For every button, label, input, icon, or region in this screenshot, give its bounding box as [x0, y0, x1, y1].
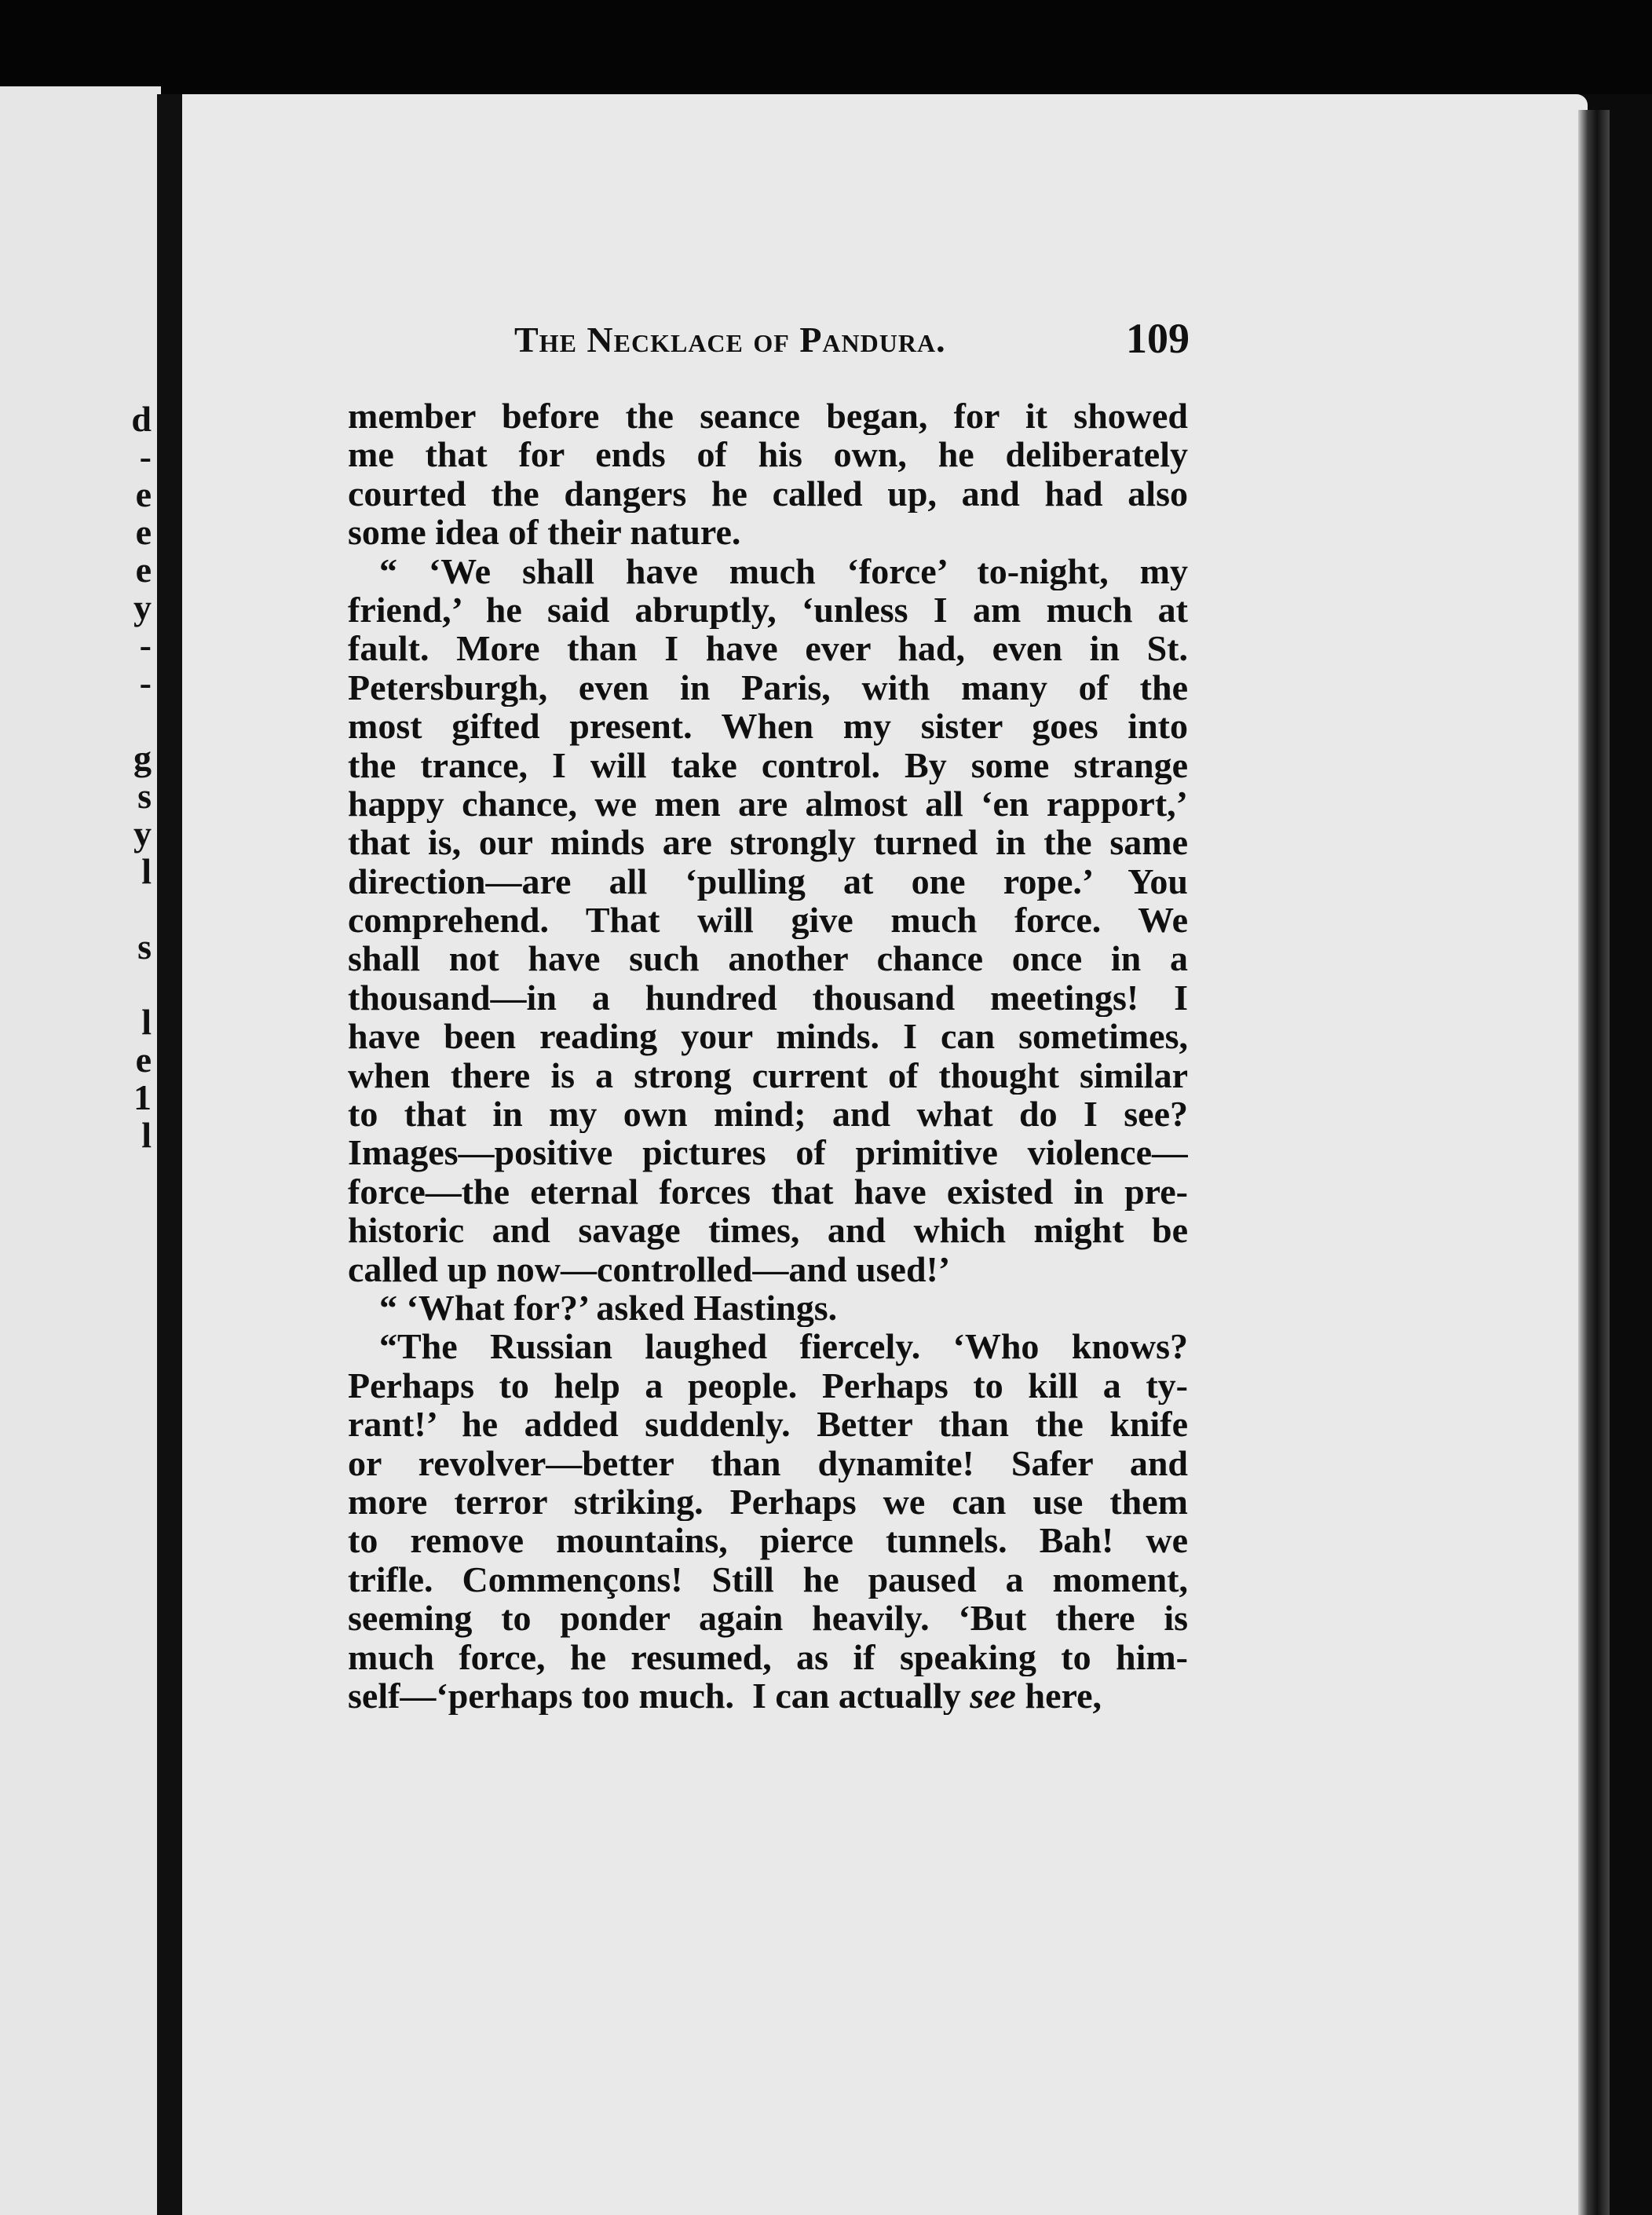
- text-line: member before the seance began, for it showed: [348, 397, 1188, 436]
- text-line: historic and savage times, and which might be: [348, 1211, 1188, 1250]
- text-line: rant!’ he added suddenly. Better than the knife: [348, 1405, 1188, 1444]
- text-line: happy chance, we men are almost all ‘en rapport,’: [348, 784, 1188, 824]
- facing-page-char: e: [135, 474, 152, 514]
- facing-page-char: y: [133, 813, 152, 853]
- text-line: “ ‘We shall have much ‘force’ to-night, my: [379, 551, 1188, 590]
- text-line: Petersburgh, even in Paris, with many of the: [348, 667, 1188, 707]
- text-line: that is, our minds are strongly turned in the same: [348, 823, 1188, 862]
- facing-page-line-ends: [120, 400, 152, 1154]
- facing-page-char: [120, 890, 152, 928]
- facing-page-char: g: [133, 738, 152, 778]
- facing-page-char: l: [141, 851, 152, 891]
- text-line: to remove mountains, pierce tunnels. Bah! we: [348, 1521, 1188, 1560]
- text-line: to that in my own mind; and what do I see?: [348, 1095, 1188, 1134]
- facing-page-char: e: [135, 512, 152, 552]
- facing-page-fragment: [0, 86, 161, 2215]
- text-line: trifle. Commençons! Still he paused a moment,: [348, 1559, 1188, 1599]
- text-line: force—the eternal forces that have existed in pre-: [348, 1171, 1188, 1212]
- text-line: Perhaps to help a people. Perhaps to kill a ty-: [348, 1365, 1188, 1405]
- text-segment: here,: [1015, 1676, 1102, 1716]
- running-title: The Necklace of Pandura.: [514, 320, 946, 360]
- facing-page-char: e: [135, 550, 152, 590]
- text-segment: self—‘perhaps too much. I can actually: [348, 1676, 970, 1716]
- text-line: courted the dangers he called up, and had also: [348, 473, 1188, 514]
- scan-right-border: [1610, 110, 1652, 2215]
- facing-page-char: [120, 702, 152, 740]
- body-text: [348, 397, 1188, 1715]
- text-line: the trance, I will take control. By some strange: [348, 745, 1188, 784]
- facing-page-char: y: [133, 587, 152, 627]
- text-line: most gifted present. When my sister goes into: [348, 707, 1188, 746]
- page-stack-edge: [1578, 110, 1610, 2215]
- facing-page-char: 1: [133, 1077, 152, 1117]
- emphasized-word: see: [970, 1676, 1016, 1716]
- text-line: much force, he resumed, as if speaking to him-: [348, 1637, 1188, 1676]
- text-line: [348, 1676, 1188, 1715]
- text-line: have been reading your minds. I can sometimes,: [348, 1017, 1188, 1056]
- text-line: shall not have such another chance once in a: [348, 939, 1188, 978]
- page-header: [514, 314, 1190, 369]
- text-line: “The Russian laughed fiercely. ‘Who knows?: [379, 1327, 1188, 1366]
- facing-page-char: d: [131, 399, 152, 439]
- text-line: friend,’ he said abruptly, ‘unless I am much at: [348, 590, 1188, 630]
- text-line: more terror striking. Perhaps we can use them: [348, 1482, 1188, 1522]
- facing-page-char: s: [137, 927, 152, 967]
- text-line: when there is a strong current of thought similar: [348, 1055, 1188, 1095]
- text-line: or revolver—better than dynamite! Safer and: [348, 1443, 1188, 1482]
- text-line: seeming to ponder again heavily. ‘But there is: [348, 1599, 1188, 1638]
- facing-page-char: l: [141, 1002, 152, 1042]
- facing-page-char: -: [139, 437, 152, 477]
- scan-top-border: [0, 0, 1652, 94]
- text-line: called up now—controlled—and used!’: [348, 1249, 951, 1288]
- text-line: direction—are all ‘pulling at one rope.’ You: [348, 861, 1188, 901]
- text-line: “ ‘What for?’ asked Hastings.: [379, 1288, 838, 1328]
- facing-page-char: -: [139, 625, 152, 665]
- text-line: comprehend. That will give much force. We: [348, 901, 1188, 940]
- facing-page-char: e: [135, 1040, 152, 1080]
- text-line: some idea of their nature.: [348, 513, 741, 552]
- page-number: 109: [1126, 315, 1190, 362]
- text-line: me that for ends of his own, he deliberately: [348, 435, 1188, 474]
- facing-page-char: l: [141, 1115, 152, 1155]
- facing-page-char: -: [139, 663, 152, 703]
- facing-page-char: s: [137, 776, 152, 816]
- text-line: Images—positive pictures of primitive violence—: [348, 1133, 1188, 1172]
- facing-page-char: [120, 966, 152, 1003]
- text-line: fault. More than I have ever had, even in St.: [348, 629, 1188, 668]
- text-line: thousand—in a hundred thousand meetings! I: [348, 978, 1188, 1018]
